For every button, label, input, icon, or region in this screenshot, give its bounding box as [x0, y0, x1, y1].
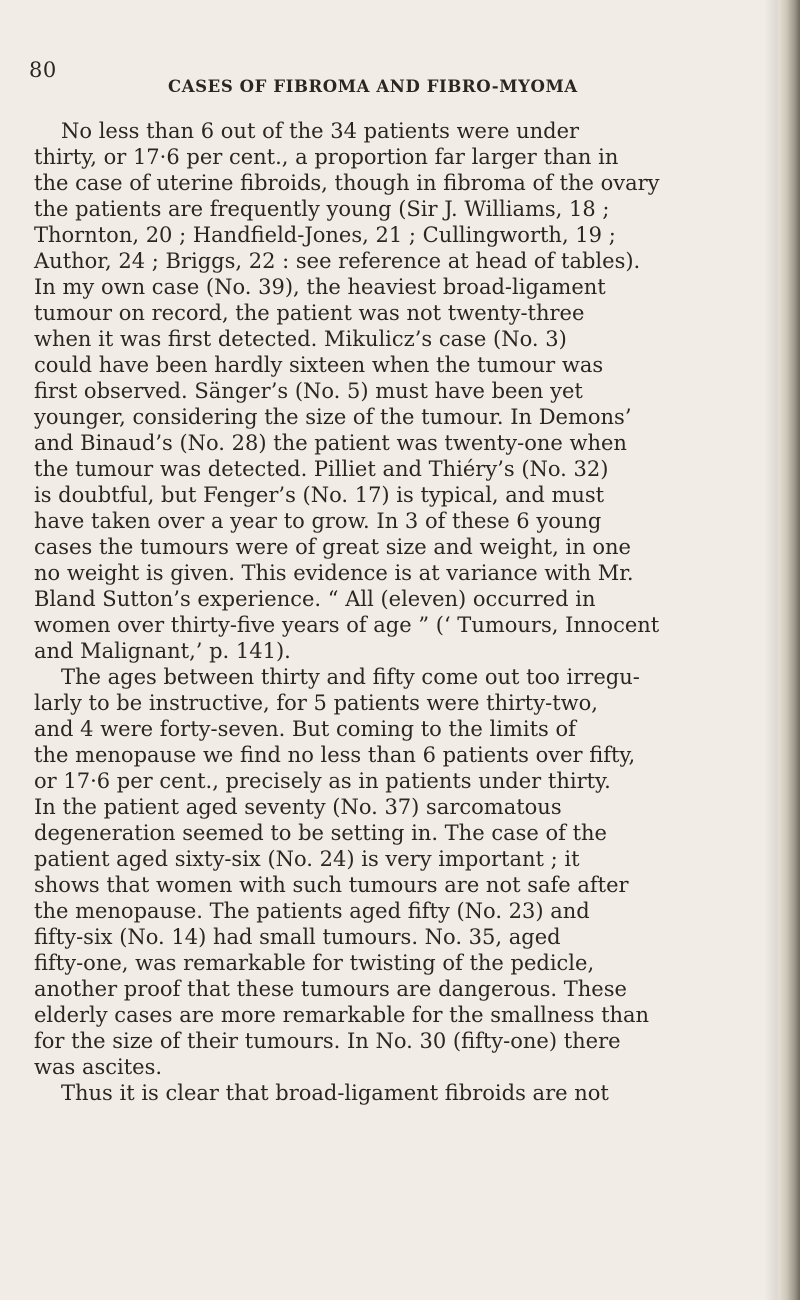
text-line: Author, 24 ; Briggs, 22 : see reference at head of tables).	[34, 249, 641, 273]
text-line: In the patient aged seventy (No. 37) sarcomatous	[34, 795, 562, 819]
text-line: larly to be instructive, for 5 patients were thirty-two,	[34, 691, 598, 715]
text-line: fifty-six (No. 14) had small tumours. No. 35, aged	[34, 925, 561, 949]
page-number: 80	[29, 58, 57, 82]
text-line: for the size of their tumours. In No. 30 (fifty-one) there	[34, 1029, 621, 1053]
text-line: women over thirty-five years of age ” (‘ Tumours, Innocent	[34, 613, 660, 637]
text-line: fifty-one, was remarkable for twisting of the pedicle,	[34, 951, 595, 975]
text-line: elderly cases are more remarkable for the smallness than	[34, 1003, 650, 1027]
text-line: and 4 were forty-seven. But coming to the limits of	[34, 717, 576, 741]
text-line: when it was first detected. Mikulicz’s case (No. 3)	[34, 327, 567, 351]
text-line: the patients are frequently young (Sir J. Williams, 18 ;	[34, 197, 610, 221]
text-line: thirty, or 17·6 per cent., a proportion far larger than in	[34, 145, 619, 169]
text-line: tumour on record, the patient was not twenty-three	[34, 301, 585, 325]
text-line: The ages between thirty and fifty come out too irregu-	[61, 665, 640, 689]
text-line: no weight is given. This evidence is at variance with Mr.	[34, 561, 634, 585]
text-line: another proof that these tumours are dangerous. These	[34, 977, 627, 1001]
text-line: or 17·6 per cent., precisely as in patients under thirty.	[34, 769, 611, 793]
text-line: cases the tumours were of great size and weight, in one	[34, 535, 631, 559]
gutter-shadow	[764, 0, 778, 1300]
text-line: In my own case (No. 39), the heaviest broad-ligament	[34, 275, 606, 299]
text-line: Thus it is clear that broad-ligament fibroids are not	[61, 1081, 609, 1105]
text-line: is doubtful, but Fenger’s (No. 17) is typical, and must	[34, 483, 605, 507]
running-title: CASES OF FIBROMA AND FIBRO-MYOMA	[168, 77, 578, 96]
text-line: No less than 6 out of the 34 patients were under	[61, 119, 580, 143]
text-line: the case of uterine fibroids, though in fibroma of the ovary	[34, 171, 660, 195]
text-line: the menopause we find no less than 6 patients over fifty,	[34, 743, 636, 767]
text-line: could have been hardly sixteen when the tumour was	[34, 353, 604, 377]
text-line: was ascites.	[34, 1055, 163, 1079]
text-line: Thornton, 20 ; Handfield-Jones, 21 ; Cullingworth, 19 ;	[34, 223, 616, 247]
text-line: the tumour was detected. Pilliet and Thiéry’s (No. 32)	[34, 457, 609, 481]
text-line: degeneration seemed to be setting in. The case of the	[34, 821, 607, 845]
text-line: younger, considering the size of the tumour. In Demons’	[34, 405, 632, 429]
body-text	[34, 118, 724, 1106]
book-spine-edge	[778, 0, 800, 1300]
text-line: shows that women with such tumours are not safe after	[34, 873, 629, 897]
text-line: Bland Sutton’s experience. “ All (eleven) occurred in	[34, 587, 596, 611]
text-line: patient aged sixty-six (No. 24) is very important ; it	[34, 847, 580, 871]
text-line: the menopause. The patients aged fifty (No. 23) and	[34, 899, 590, 923]
text-line: and Binaud’s (No. 28) the patient was twenty-one when	[34, 431, 627, 455]
text-line: and Malignant,’ p. 141).	[34, 639, 291, 663]
text-line: first observed. Sänger’s (No. 5) must have been yet	[34, 379, 583, 403]
text-line: have taken over a year to grow. In 3 of these 6 young	[34, 509, 602, 533]
